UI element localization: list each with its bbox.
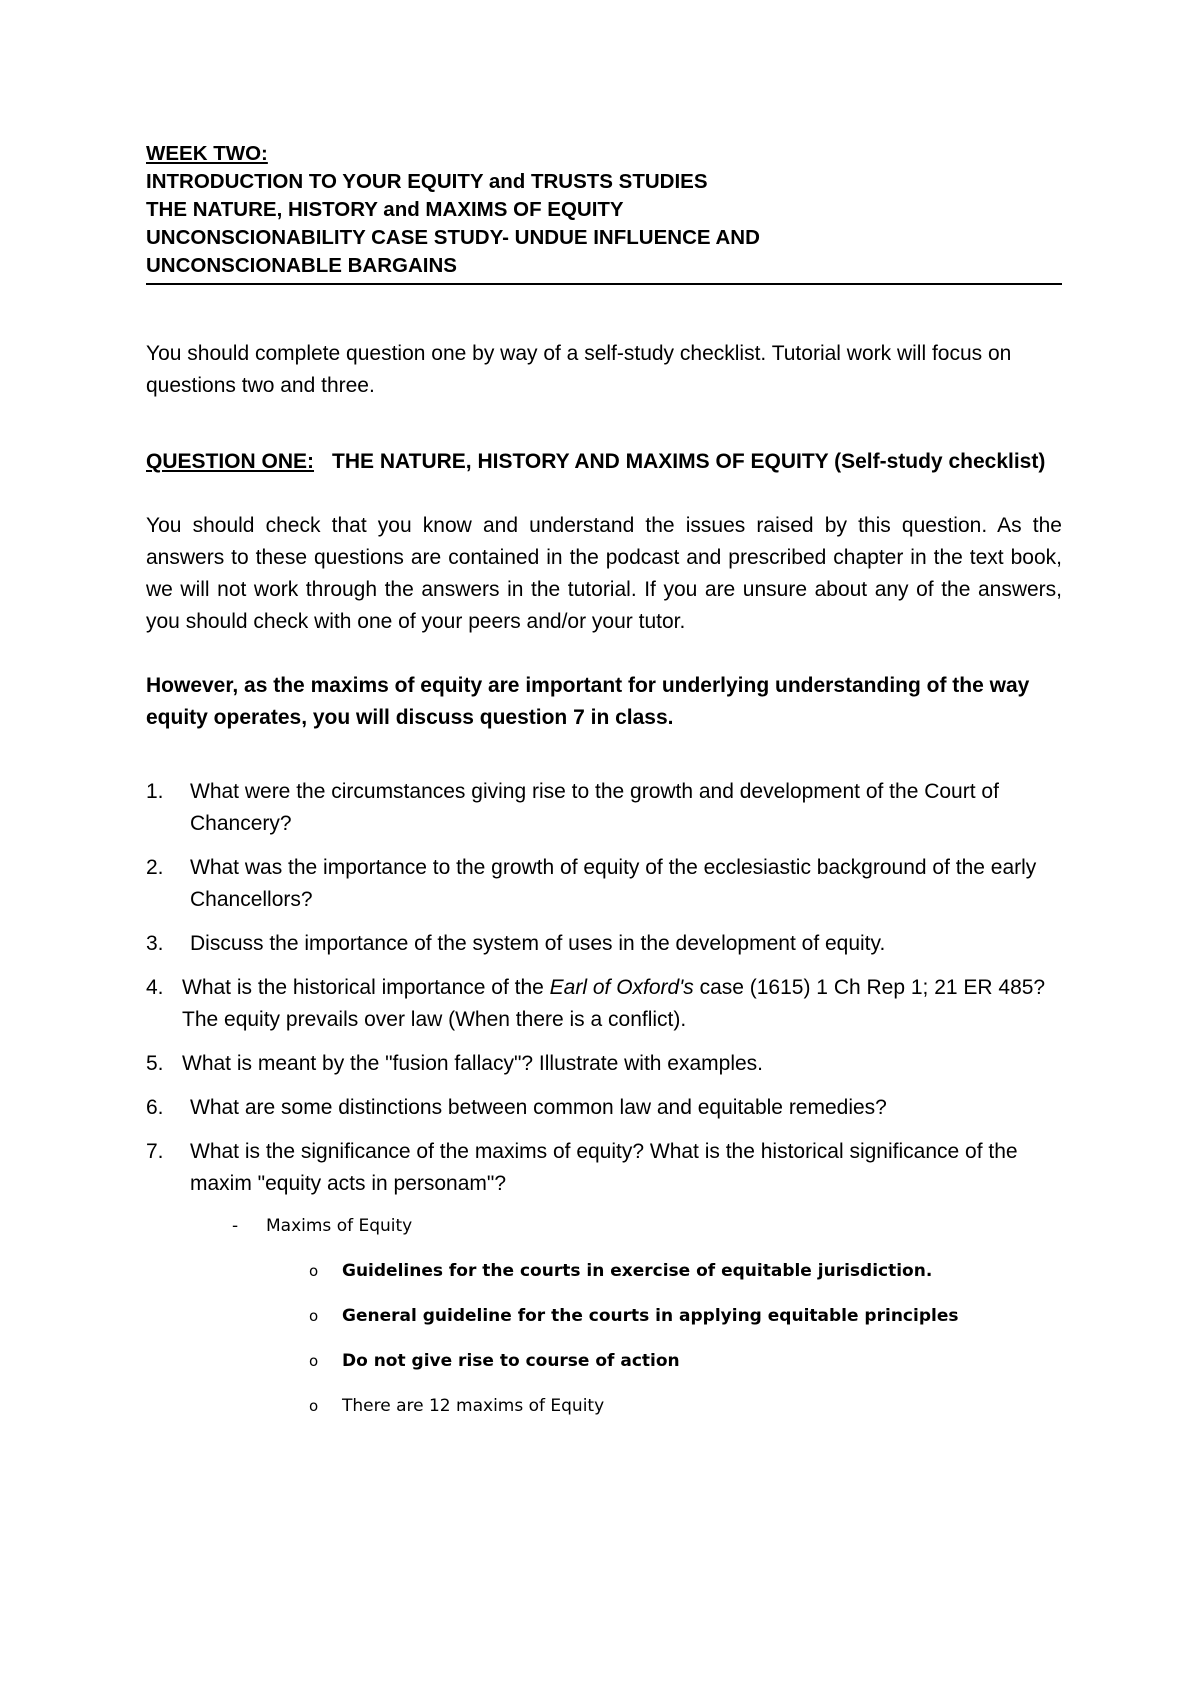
question-number: 3. xyxy=(146,932,164,955)
list-item xyxy=(146,1048,1062,1080)
maxim-text: General guideline for the courts in applying equitable principles xyxy=(342,1306,959,1326)
maxim-item xyxy=(309,1347,1062,1375)
week-title: WEEK TWO: xyxy=(146,142,268,165)
document-header xyxy=(146,140,1062,285)
question-text: What is the significance of the maxims of equity? What is the historical significance of the maxim "equity acts in personam"? xyxy=(190,1140,1018,1195)
header-line-3: UNCONSCIONABILITY CASE STUDY- UNDUE INFLUENCE AND xyxy=(146,226,760,249)
question-one-heading xyxy=(146,446,1062,478)
question-text: Discuss the importance of the system of uses in the development of equity. xyxy=(190,932,886,955)
question-number: 1. xyxy=(146,780,164,803)
question-text: What were the circumstances giving rise to the growth and development of the Court of Chancery? xyxy=(190,780,999,835)
question-one-label: QUESTION ONE: xyxy=(146,450,315,473)
questions-list xyxy=(146,776,1062,1200)
list-item xyxy=(146,776,1062,840)
maxim-text: Guidelines for the courts in exercise of equitable jurisdiction. xyxy=(342,1261,933,1281)
maxim-item xyxy=(309,1257,1062,1285)
circle-bullet: o xyxy=(309,1262,319,1280)
header-line-4: UNCONSCIONABLE BARGAINS xyxy=(146,254,457,277)
circle-bullet: o xyxy=(309,1397,319,1415)
header-line-2: THE NATURE, HISTORY and MAXIMS OF EQUITY xyxy=(146,198,624,221)
question-number: 4. xyxy=(146,976,164,999)
case-name: Earl of Oxford's xyxy=(549,976,694,999)
circle-bullet: o xyxy=(309,1352,319,1370)
document-page xyxy=(146,140,1062,1420)
question-number: 6. xyxy=(146,1096,164,1119)
circle-bullet: o xyxy=(309,1307,319,1325)
check-paragraph: You should check that you know and understand the issues raised by this question. As the answers to these questions are contained in the podcast and prescribed chapter in the text book, we will not work through the answers in the tutorial. If you are unsure about any of the answers, you should check with one of your peers and/or your tutor. xyxy=(146,514,1062,633)
maxim-item xyxy=(309,1302,1062,1330)
maxim-item xyxy=(309,1392,1062,1420)
list-item xyxy=(146,1092,1062,1124)
maxims-heading-item xyxy=(232,1212,1062,1240)
question-one-title: THE NATURE, HISTORY AND MAXIMS OF EQUITY (Self-study checklist) xyxy=(332,450,1046,473)
list-item xyxy=(146,1136,1062,1200)
question-text-after: case (1615) 1 Ch Rep 1; 21 ER 485? The equity prevails over law (When there is a conflict). xyxy=(182,976,1046,1031)
list-item xyxy=(146,852,1062,916)
list-item xyxy=(146,928,1062,960)
question-text xyxy=(146,972,1062,1036)
maxims-heading: Maxims of Equity xyxy=(266,1216,413,1236)
question-text: What are some distinctions between common law and equitable remedies? xyxy=(190,1096,887,1119)
maxim-text: There are 12 maxims of Equity xyxy=(342,1396,605,1416)
question-text: What is meant by the "fusion fallacy"? Illustrate with examples. xyxy=(182,1052,763,1075)
dash-bullet: - xyxy=(232,1216,239,1236)
question-number: 5. xyxy=(146,1052,164,1075)
bold-note: However, as the maxims of equity are important for underlying understanding of the way equity operates, you will discuss question 7 in class. xyxy=(146,674,1030,729)
question-number: 2. xyxy=(146,856,164,879)
header-line-1: INTRODUCTION TO YOUR EQUITY and TRUSTS STUDIES xyxy=(146,170,708,193)
question-number: 7. xyxy=(146,1140,164,1163)
question-text: What was the importance to the growth of equity of the ecclesiastic background of the early Chancellors? xyxy=(190,856,1037,911)
question-text-before: What is the historical importance of the xyxy=(182,976,550,999)
list-item xyxy=(146,972,1062,1036)
maxim-text: Do not give rise to course of action xyxy=(342,1351,680,1371)
intro-paragraph: You should complete question one by way of a self-study checklist. Tutorial work will focus on questions two and three. xyxy=(146,342,1012,397)
